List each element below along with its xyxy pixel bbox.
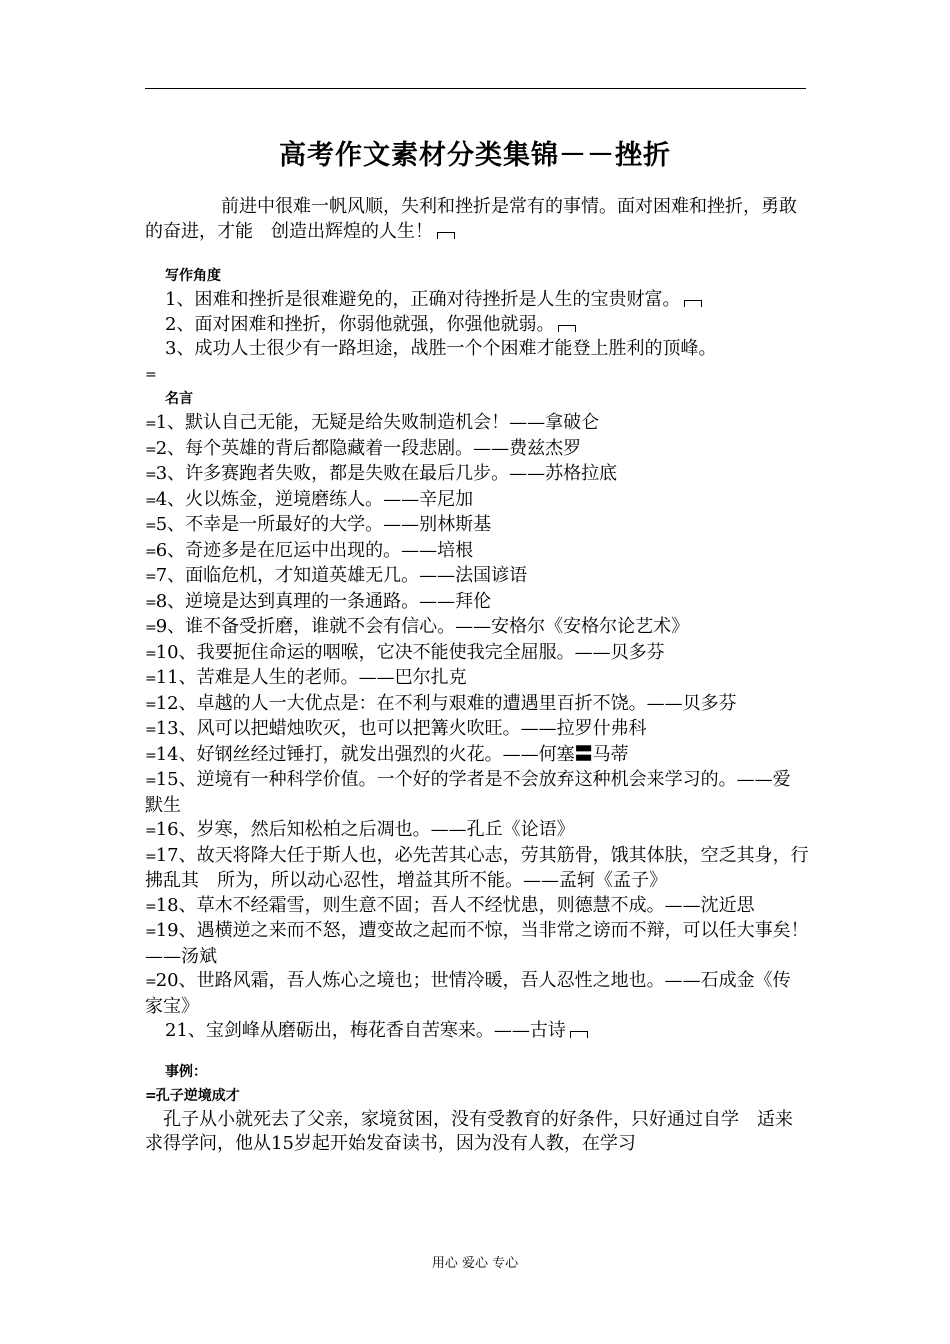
quote-item: = 11、苦难是人生的老师。——巴尔扎克 — [145, 667, 467, 688]
line-break-icon: = — [145, 467, 154, 483]
quote-item: 21、宝剑峰从磨砺出，梅花香自苦寒来。——古诗 — [145, 1019, 810, 1044]
quote-item: = 9、谁不备受折磨，谁就不会有信心。——安格尔《安格尔论艺术》 — [145, 616, 690, 637]
header-rule — [145, 88, 806, 89]
line-break-icon: = — [145, 924, 154, 940]
intro-paragraph: 前进中很难一帆风顺，失利和挫折是常有的事情。面对困难和挫折，勇敢的奋进，才能 创造出辉煌的人生！ — [145, 196, 797, 242]
paragraph-mark-icon — [570, 1031, 588, 1038]
line-break-icon: = — [145, 620, 154, 636]
quote-item: = 7、面临危机，才知道英雄无几。——法国谚语 — [145, 565, 528, 586]
line-break-icon: = — [145, 441, 154, 458]
quotes-heading: 名言 — [165, 391, 193, 407]
quote-item: = 6、奇迹多是在厄运中出现的。——培根 — [145, 539, 474, 561]
line-break-icon: = — [145, 518, 154, 534]
line-break-icon: = — [145, 773, 154, 789]
unknown-glyph-icon: 〓 — [574, 743, 593, 765]
quote-item: = 16、岁寒，然后知松柏之后凋也。——孔丘《论语》 — [145, 819, 575, 840]
paragraph-mark-icon — [684, 300, 702, 307]
quote-item: = 1、默认自己无能，无疑是给失败制造机会！——拿破仑 — [145, 412, 600, 433]
quote-item: = 8、逆境是达到真理的一条通路。——拜伦 — [145, 590, 492, 612]
line-break-icon: = — [145, 722, 154, 738]
document-body — [145, 195, 810, 1157]
examples-heading: 事例： — [165, 1063, 207, 1080]
line-break-icon: = — [145, 974, 154, 990]
example-title: = 孔子逆境成才 — [145, 1087, 240, 1104]
line-break-icon: = — [145, 898, 154, 915]
quote-item: = 12、卓越的人一大优点是：在不利与艰难的遭遇里百折不饶。——贝多芬 — [145, 692, 737, 714]
line-break-icon: = — [145, 543, 154, 560]
quote-item: = 14、好钢丝经过锤打，就发出强烈的火花。——何塞〓马蒂 — [145, 743, 629, 765]
line-break-icon: = — [145, 594, 154, 611]
quote-item: = 17、故天将降大任于斯人也，必先苦其心志，劳其筋骨，饿其体肤，空乏其身，行拂乱其 所为，所以动心忍性，增益其所不能。——孟轲《孟子》 — [145, 844, 809, 891]
paragraph-mark-icon — [558, 325, 576, 332]
quote-item: = 5、不幸是一所最好的大学。——别林斯基 — [145, 514, 492, 535]
quote-item: = 20、世路风霜，吾人炼心之境也；世情冷暖，吾人忍性之地也。——石成金《传 家宝》 — [145, 970, 809, 1017]
line-break-icon: = — [145, 747, 154, 764]
page-title: 高考作文素材分类集锦－－挫折 — [279, 140, 671, 171]
quote-item: = 2、每个英雄的背后都隐藏着一段悲剧。——费兹杰罗 — [145, 437, 582, 459]
line-break-icon: = — [145, 848, 154, 865]
quote-item: = 13、风可以把蜡烛吹灭，也可以把篝火吹旺。——拉罗什弗科 — [145, 718, 647, 739]
line-break-icon: = — [145, 823, 154, 839]
quote-item: = 3、许多赛跑者失败，都是失败在最后几步。——苏格拉底 — [145, 463, 618, 484]
line-break-mark — [145, 362, 810, 388]
quote-item: = 19、遇横逆之来而不怒，遭变故之起而不惊，当非常之谤而不辩，可以任大事矣！——汤斌 — [145, 920, 809, 967]
line-break-icon: = — [145, 569, 154, 585]
page-footer: 用心 爱心 专心 — [431, 1256, 519, 1271]
angles-heading: 写作角度 — [165, 268, 221, 284]
line-break-icon: = — [145, 671, 154, 687]
quote-item: = 10、我要扼住命运的咽喉，它决不能使我完全屈服。——贝多芬 — [145, 641, 665, 663]
quote-item: = 18、草木不经霜雪，则生意不固；吾人不经忧患，则德慧不成。——沈近思 — [145, 894, 755, 916]
line-break-icon: = — [145, 492, 154, 509]
line-break-icon: = — [145, 645, 154, 662]
line-break-icon: = — [145, 366, 154, 383]
line-break-icon: = — [145, 416, 154, 432]
quote-item: = 4、火以炼金，逆境磨练人。——辛尼加 — [145, 488, 474, 510]
angle-item: 1、困难和挫折是很难避免的，正确对待挫折是人生的宝贵财富。 — [145, 288, 810, 313]
example-paragraph: 孔子从小就死去了父亲，家境贫困，没有受教育的好条件，只好通过自学 适来求得学问，他从15岁起开始发奋读书，因为没有人教，在学习 — [145, 1108, 793, 1154]
quote-item: = 15、逆境有一种科学价值。一个好的学者是不会放弃这种机会来学习的。——爱 默生 — [145, 769, 809, 816]
angle-item: 2、面对困难和挫折，你弱他就强，你强他就弱。 — [145, 313, 810, 338]
line-break-icon: = — [145, 696, 154, 713]
paragraph-mark-icon — [437, 232, 455, 239]
line-break-icon: = — [145, 1087, 154, 1104]
angle-item: 3、成功人士很少有一路坦途，战胜一个个困难才能登上胜利的顶峰。 — [165, 338, 717, 359]
